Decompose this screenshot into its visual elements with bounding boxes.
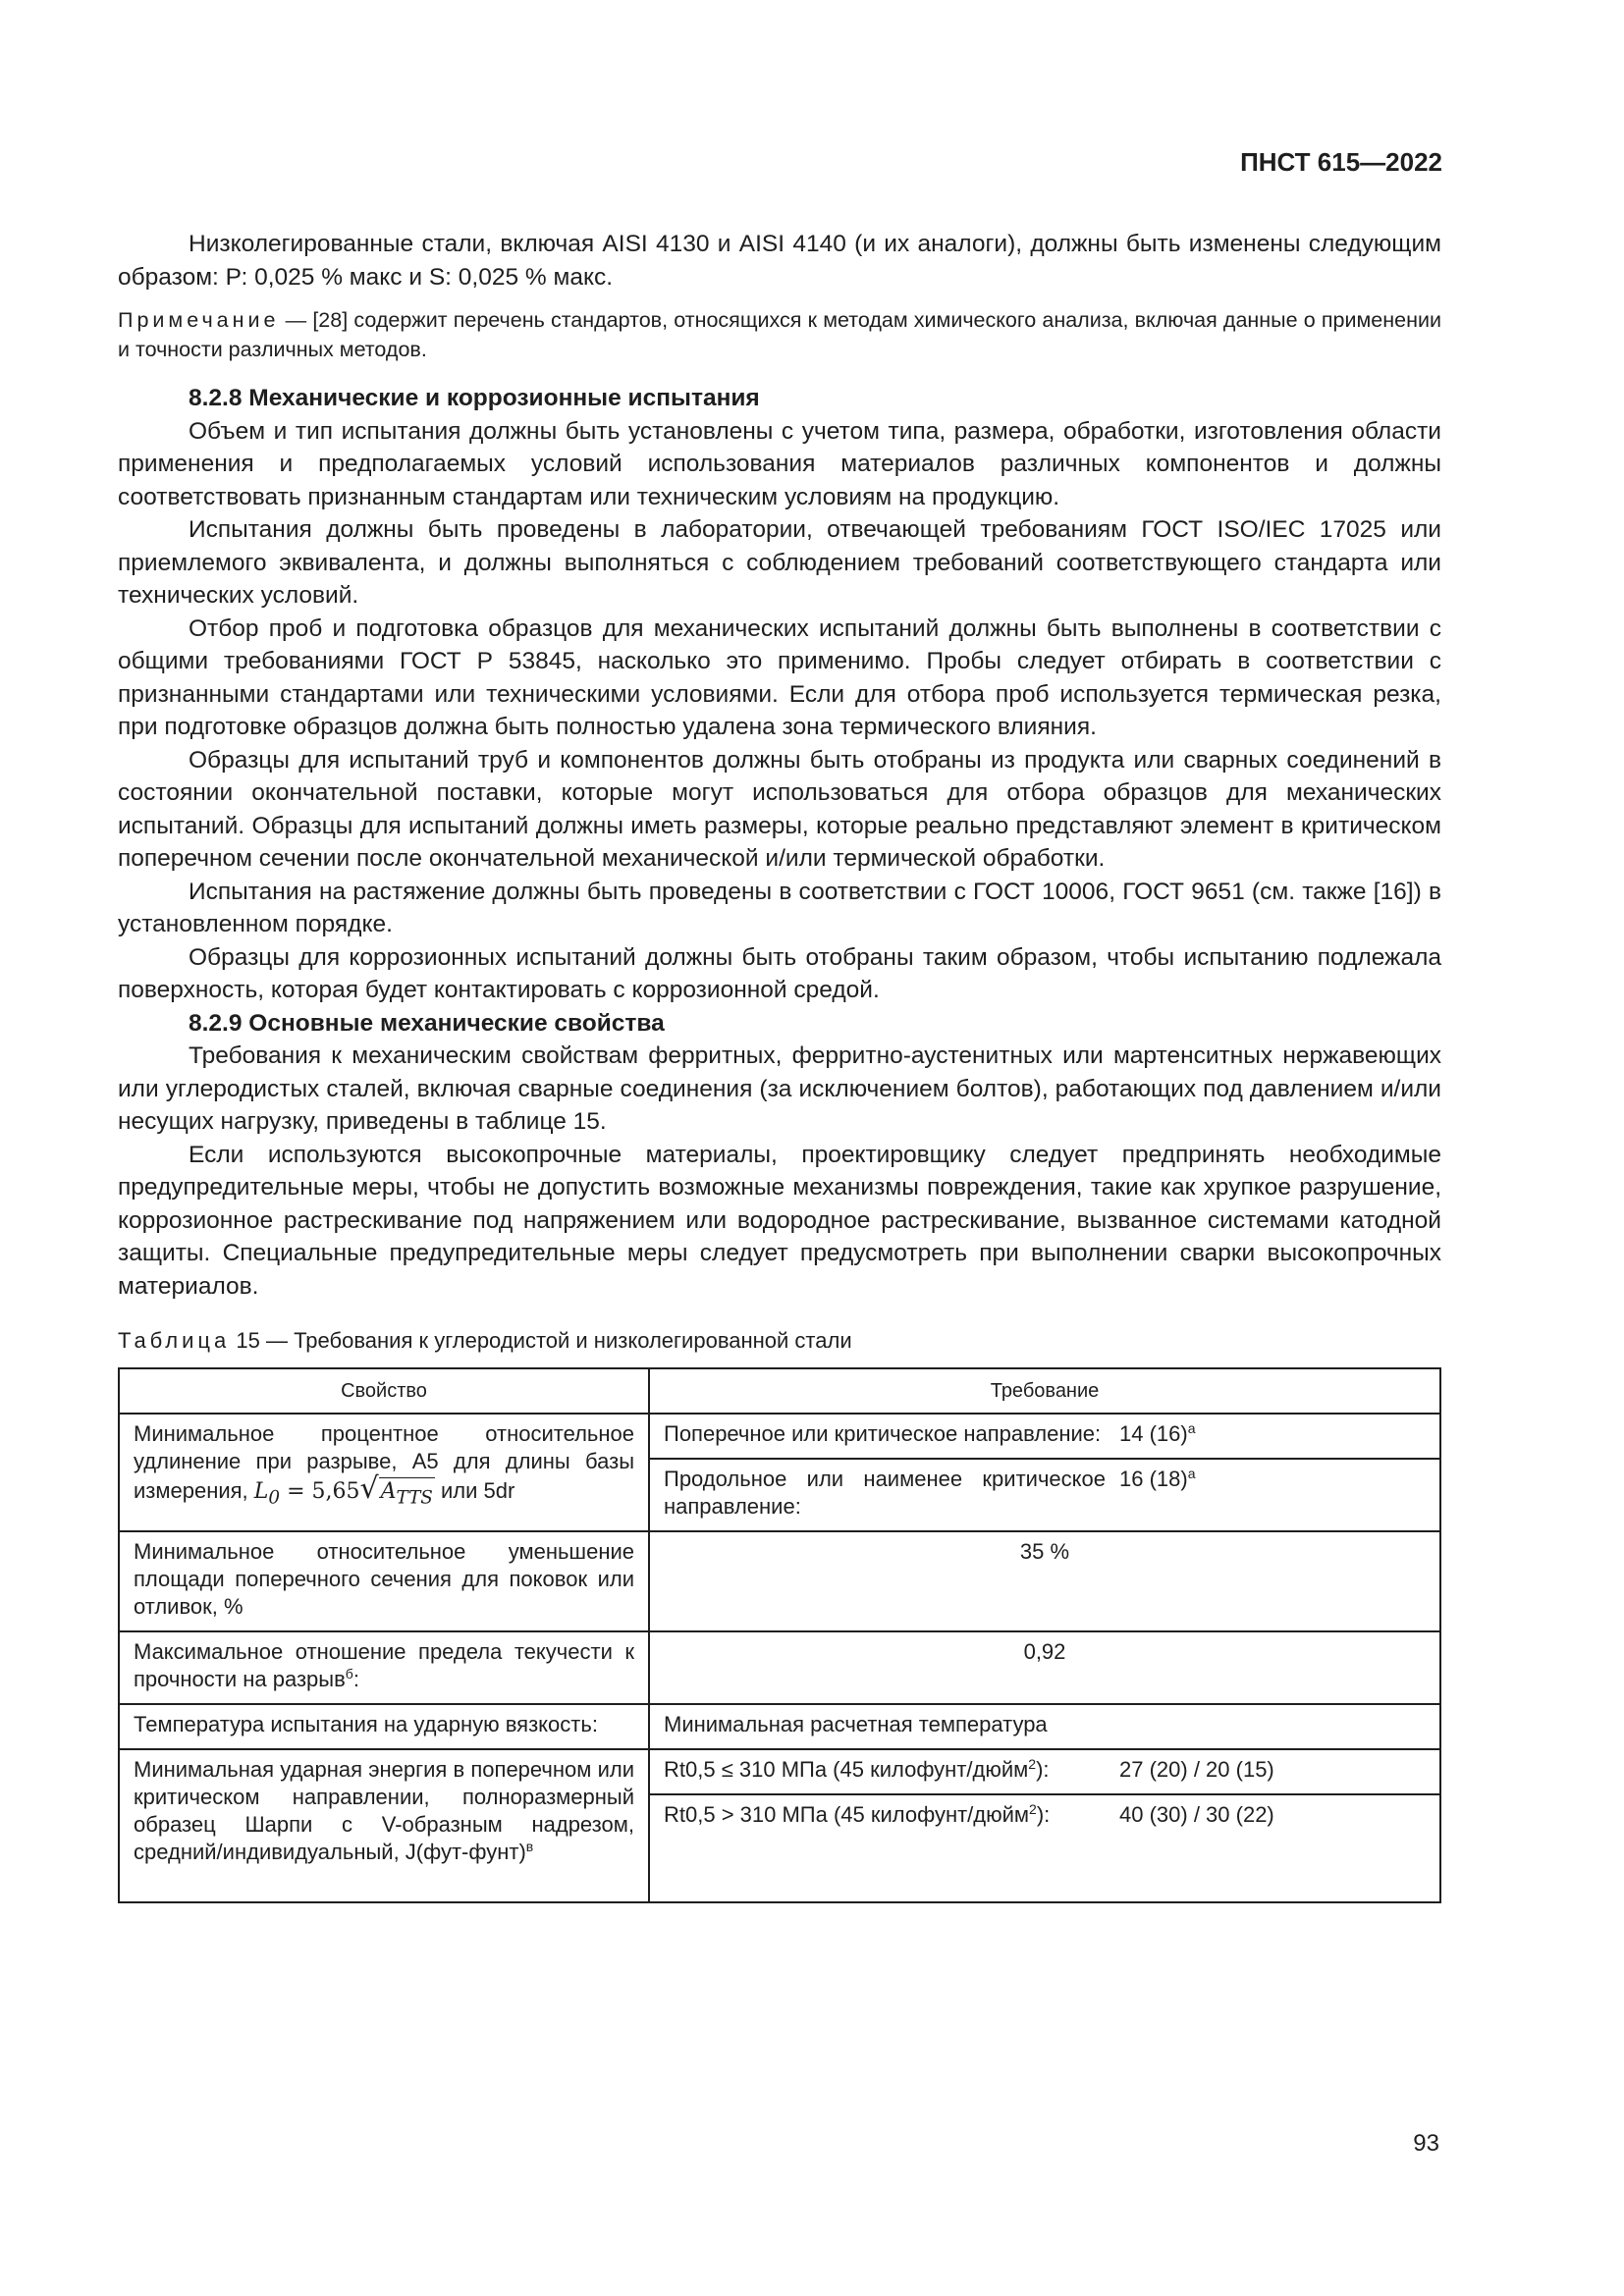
table-row (119, 1631, 1440, 1704)
formula-subscript: 0 (268, 1486, 281, 1508)
requirement-subrow (664, 1801, 1426, 1829)
paragraph: Низколегированные стали, включая AISI 4130 и AISI 4140 (и их аналоги), должны быть изменены следующим образом: Р: 0,025 % макс и S: 0,025 % макс. (118, 231, 1441, 291)
section-heading-8-2-8: 8.2.8 Механические и коррозионные испытания (189, 385, 760, 411)
requirement-subrow (664, 1756, 1426, 1784)
requirement-value (1106, 1466, 1196, 1521)
requirement-subrow (664, 1466, 1426, 1521)
property-text: Максимальное отношение предела текучести к прочности на разрыв (134, 1638, 634, 1691)
table-row (119, 1414, 1440, 1459)
footnote-mark: а (1187, 1465, 1196, 1481)
property-cell (119, 1414, 649, 1531)
paragraph: Образцы для коррозионных испытаний должны быть отобраны таким образом, чтобы испытанию подлежала поверхность, которая будет контактировать с коррозионной средой. (118, 943, 1441, 1003)
requirement-label: Продольное или наименее критическое направление: (664, 1466, 1106, 1519)
formula-radicand (379, 1477, 435, 1512)
superscript: 2 (1029, 1800, 1037, 1817)
requirement-subrow (664, 1420, 1426, 1448)
paragraph: Испытания должны быть проведены в лаборатории, отвечающей требованиям ГОСТ ISO/IEC 17025 или приемлемого эквивалента, и должны выполняться с соблюдением требований соответствующего стандарта или технических условий. (118, 516, 1441, 609)
paragraph: Образцы для испытаний труб и компонентов должны быть отобраны из продукта или сварных соединений в состоянии окончательной поставки, которые могут использоваться для отбора образцов для механических испытаний. Образцы для испытаний должны иметь размеры, которые реально представляют элемент в критическом поперечном сечении после окончательной механической и/или термической обработки. (118, 746, 1441, 872)
requirement-cell (649, 1414, 1440, 1459)
label-tail: ): (1036, 1801, 1051, 1827)
requirement-cell: 35 % (649, 1531, 1440, 1631)
requirement-cell (649, 1459, 1440, 1531)
requirement-value: 27 (20) / 20 (15) (1119, 1756, 1274, 1782)
property-text: Минимальная ударная энергия в поперечном или критическом направлении, полноразмерный образец Шарпи с V-образным надрезом, средний/индивидуальный, J(фут-фунт) (134, 1756, 634, 1864)
requirement-label (664, 1756, 1106, 1784)
page-content (118, 228, 1441, 1903)
label-text: Rt0,5 ≤ 310 МПа (45 килофунт/дюйм (664, 1756, 1029, 1782)
requirement-cell (649, 1749, 1440, 1794)
footnote-mark: в (525, 1838, 534, 1854)
note-label: Примечание (118, 308, 280, 332)
property-colon: : (352, 1666, 359, 1691)
property-text-tail: или 5dr (434, 1477, 515, 1503)
radicand-subscript: TTS (396, 1486, 433, 1508)
column-header-requirement: Требование (649, 1368, 1440, 1414)
length-formula (253, 1470, 435, 1508)
requirements-table (118, 1367, 1441, 1903)
paragraph: Отбор проб и подготовка образцов для механических испытаний должны быть выполнены в соответствии с общими требованиями ГОСТ Р 53845, насколько это применимо. Пробы следует отбирать в соответствии с признанными стандартами или техническими условиями. Если для отбора проб используется термическая резка, при подготовке образцов должна быть полностью удалена зона термического влияния. (118, 614, 1441, 740)
footnote-mark: б (345, 1665, 353, 1682)
paragraph: Требования к механическим свойствам ферритных, ферритно-аустенитных или мартенситных нержавеющих или углеродистых сталей, включая сварные соединения (за исключением болтов), работающих под давлением и/или несущих нагрузку, приведены в таблице 15. (118, 1042, 1441, 1135)
table-caption-label: Таблица (118, 1328, 231, 1353)
requirement-label (664, 1801, 1106, 1829)
superscript: 2 (1028, 1755, 1037, 1772)
property-text: Минимальное процентное относительное удлинение при разрыве, А5 для длины базы измерения, (134, 1420, 634, 1503)
note (118, 305, 1441, 364)
requirement-cell: 0,92 (649, 1631, 1440, 1704)
table-row (119, 1704, 1440, 1749)
property-cell (119, 1631, 649, 1704)
footnote-mark: а (1187, 1419, 1196, 1436)
table-row (119, 1749, 1440, 1794)
radicand-symbol: A (380, 1478, 397, 1504)
value-text: 14 (16) (1119, 1420, 1188, 1446)
table-caption-text: 15 — Требования к углеродистой и низколегированной стали (230, 1328, 852, 1353)
requirement-cell (649, 1794, 1440, 1902)
document-code: ПНСТ 615—2022 (1240, 147, 1442, 177)
property-cell: Минимальное относительное уменьшение площади поперечного сечения для поковок или отливок, % (119, 1531, 649, 1631)
paragraph: Испытания на растяжение должны быть проведены в соответствии с ГОСТ 10006, ГОСТ 9651 (см. также [16]) в установленном порядке. (118, 878, 1441, 937)
column-header-property: Свойство (119, 1368, 649, 1414)
table-row (119, 1531, 1440, 1631)
requirement-cell: Минимальная расчетная температура (649, 1704, 1440, 1749)
label-tail: ): (1036, 1756, 1050, 1782)
label-text: Rt0,5 > 310 МПа (45 килофунт/дюйм (664, 1801, 1030, 1827)
formula-symbol: L (253, 1478, 269, 1504)
value-text: 16 (18) (1119, 1466, 1188, 1491)
section-heading-8-2-9: 8.2.9 Основные механические свойства (189, 1009, 665, 1037)
property-cell (119, 1749, 649, 1902)
note-text: — [28] содержит перечень стандартов, относящихся к методам химического анализа, включая данные о применении и точности различных методов. (118, 308, 1441, 361)
requirement-value: 40 (30) / 30 (22) (1119, 1801, 1274, 1827)
property-cell: Температура испытания на ударную вязкость: (119, 1704, 649, 1749)
table-header-row (119, 1368, 1440, 1414)
requirement-value (1106, 1420, 1196, 1448)
requirement-label: Поперечное или критическое направление: (664, 1420, 1102, 1446)
formula-coefficient: = 5,65 (280, 1478, 360, 1504)
page-number: 93 (1413, 2130, 1439, 2157)
paragraph: Объем и тип испытания должны быть установлены с учетом типа, размера, обработки, изготовления области применения и предполагаемых условий использования материалов различных компонентов и должны соответствовать признанным стандартам или техническим условиям на продукцию. (118, 417, 1441, 510)
sqrt-sign: √ (359, 1470, 379, 1506)
paragraph: Если используются высокопрочные материалы, проектировщику следует предпринять необходимые предупредительные меры, чтобы не допустить возможные механизмы повреждения, такие как хрупкое разрушение, коррозионное растрескивание под напряжением или водородное растрескивание, вызванное системами катодной защиты. Специальные предупредительные меры следует предусмотреть при выполнении сварки высокопрочных материалов. (118, 1141, 1441, 1300)
table-caption (118, 1324, 1441, 1358)
